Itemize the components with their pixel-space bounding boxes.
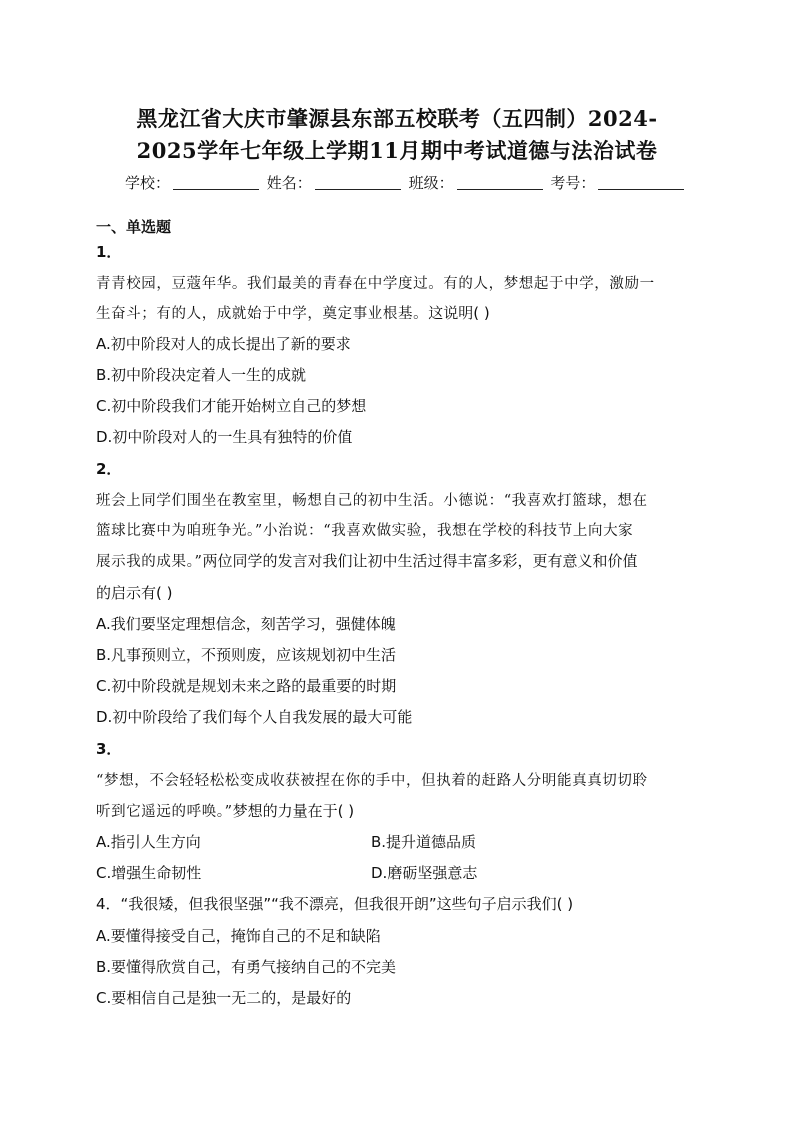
name-label: 姓名： (266, 174, 312, 192)
exam-title-line-2: 2025学年七年级上学期11月期中考试道德与法治试卷 (136, 138, 658, 163)
question-2-option-d[interactable]: D.初中阶段给了我们每个人自我发展的最大可能 (96, 708, 413, 726)
class-blank[interactable] (457, 175, 543, 190)
question-3-option-c[interactable]: C.增强生命韧性 (96, 864, 202, 882)
question-2-stem-line-1: 班会上同学们围坐在教室里，畅想自己的初中生活。小德说：“我喜欢打篮球，想在 (96, 493, 648, 509)
exam-title-line-1: 黑龙江省大庆市肇源县东部五校联考（五四制）2024- (136, 106, 658, 131)
question-3-option-d[interactable]: D.磨砺坚强意志 (371, 864, 478, 882)
class-label: 班级： (408, 174, 454, 192)
question-1-stem-line-2a: 生奋斗；有的人，成就始于中学，奠定事业根基。 (96, 306, 429, 322)
question-3-option-a[interactable]: A.指引人生方向 (96, 833, 201, 851)
number-label: 考号： (550, 174, 596, 192)
question-2-option-b[interactable]: B.凡事预则立，不预则废，应该规划初中生活 (96, 646, 397, 664)
question-1-option-a[interactable]: A.初中阶段对人的成长提出了新的要求 (96, 335, 351, 353)
question-1-number: 1． (96, 243, 122, 261)
number-blank[interactable] (598, 175, 684, 190)
question-2-stem-line-3 (96, 550, 637, 571)
question-4-stem: 4．“我很矮，但我很坚强”“我不漂亮，但我很开朗”这些句子启示我们( ) (96, 895, 574, 913)
question-3-number: 3． (96, 740, 122, 758)
question-1-option-c[interactable]: C.初中阶段我们才能开始树立自己的梦想 (96, 397, 367, 415)
question-1-stem-line-2b: 这说明( ) (428, 304, 490, 322)
student-info-row (125, 172, 687, 193)
question-2-stem-line-4: 的启示有( ) (96, 584, 173, 602)
question-3-stem-line-2 (96, 800, 354, 821)
question-2-stem-line-2: 篮球比赛中为咱班争光。”小治说：“我喜欢做实验，我想在学校的科技节上向大家 (96, 523, 634, 539)
section-title: 一、单选题 (96, 218, 172, 236)
question-4-option-a[interactable]: A.要懂得接受自己，掩饰自己的不足和缺陷 (96, 927, 381, 945)
question-1-stem-line-1: 青青校园，豆蔻年华。我们最美的青春在中学度过。有的人，梦想起于中学，激励一 (96, 276, 655, 292)
school-blank[interactable] (173, 175, 259, 190)
question-1-option-d[interactable]: D.初中阶段对人的一生具有独特的价值 (96, 428, 353, 446)
question-3-stem-line-2b: 梦想的力量在于( ) (232, 802, 355, 820)
question-1-stem-line-2 (96, 302, 490, 323)
question-2-stem-line-3b: 两位同学的发言对我们让初中生活过得丰富多彩，更有意义和价值 (202, 552, 638, 570)
question-3-stem-line-2a: 听到它遥远的呼唤。” (96, 804, 233, 820)
question-2-option-c[interactable]: C.初中阶段就是规划未来之路的最重要的时期 (96, 677, 397, 695)
question-4-option-c[interactable]: C.要相信自己是独一无二的，是最好的 (96, 989, 352, 1007)
question-2-stem-line-3a: 展示我的成果。” (96, 554, 203, 570)
question-1-option-b[interactable]: B.初中阶段决定着人一生的成就 (96, 366, 307, 384)
question-3-stem-line-1: “梦想，不会轻轻松松变成收获被捏在你的手中，但执着的赶路人分明能真真切切聆 (96, 773, 648, 789)
name-blank[interactable] (315, 175, 401, 190)
question-2-number: 2． (96, 460, 122, 478)
question-4-option-b[interactable]: B.要懂得欣赏自己，有勇气接纳自己的不完美 (96, 958, 397, 976)
question-3-option-b[interactable]: B.提升道德品质 (371, 833, 477, 851)
question-2-option-a[interactable]: A.我们要坚定理想信念，刻苦学习，强健体魄 (96, 615, 396, 633)
school-label: 学校： (125, 174, 171, 192)
